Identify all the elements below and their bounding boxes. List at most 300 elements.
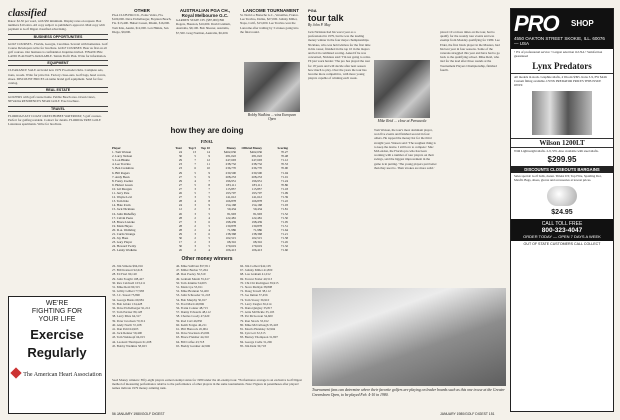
classified-section-body: FLORIDA EAST COAST OKEECHOBEE WATERWAY, 5 golf courses. Perfect for golfing resident. Contact for details. FLORIDA TREE GOLF. Luxurious apartments. Write for brochure. <box>8 113 102 127</box>
table-cell: 7 <box>208 191 210 196</box>
table-cell: 7. Andy Bean <box>112 174 130 179</box>
table-cell: 183,111 <box>225 182 236 187</box>
table-cell: 3 <box>194 219 196 224</box>
list-item: 27. Bill Kratzert 92,618 <box>112 268 143 273</box>
pga-text-col1: Jack Nicklaus had his worst year as a professional in 1979, but he was the leading money winner in the four major championships. Nicklaus, who was held winless for the first time in his career, finished in the top 10 in the majors and led in combined scoring. Asked if he was concerned, Nicklaus said: 'I'm not going to retire. I'll just work harder.' The pro has played the tour for 18 years and will decide after next season how much to play. Over the years the tour has become more competitive, with more young players capable of winning each week. <box>308 30 371 81</box>
table-cell: 4. Lee Trevino <box>112 162 131 167</box>
table-cell: 9 <box>208 154 210 159</box>
table-cell: 28 <box>178 223 182 228</box>
table-cell: 102,515 <box>225 236 236 241</box>
mike-reid-photo <box>374 60 430 118</box>
table-cell: 4 <box>208 227 210 232</box>
table-cell: 130,878 <box>225 223 236 228</box>
list-item: 70. Chi Chi Rodriguez 39,915 <box>240 280 279 285</box>
table-cell: 166,878 <box>251 199 262 204</box>
list-item: 53. John Schroeder 51,218 <box>176 293 211 298</box>
table-cell: 238,732 <box>251 162 262 167</box>
table-cell: 115,857 <box>251 186 262 191</box>
table-cell: 2 <box>194 236 196 241</box>
ad-line2: FIGHTING FOR <box>31 308 83 315</box>
footer-right: JANUARY 1980/GOLF DIGEST 151 <box>440 412 495 416</box>
table-cell: 122,481 <box>251 215 262 220</box>
list-item: 59. Rod Curl 46,830 <box>176 318 203 323</box>
table-cell: 71.09 <box>280 191 288 196</box>
list-item: 26. Jim Simons $94,016 <box>112 264 143 268</box>
table-cell: 230,500 <box>225 170 236 175</box>
call-label: CALL TOLL FREE <box>541 220 583 227</box>
table-cell: 15. Jack Nicklaus <box>112 207 135 212</box>
table-cell: 6 <box>194 166 196 171</box>
list-item: 73. Joe Inman 37,456 <box>240 293 268 298</box>
table-cell: 71.58 <box>280 236 288 241</box>
other-money-table <box>112 264 302 374</box>
table-cell: 71.03 <box>280 203 288 208</box>
table-cell: 5 <box>194 170 196 175</box>
table-cell: 71.81 <box>280 207 288 212</box>
list-item: 28. Ed Fiori 90,120 <box>112 272 137 277</box>
table-cell: 5 <box>194 191 196 196</box>
classified-section-heading: TRAVEL <box>8 106 108 112</box>
discount-banner: DISCOUNTS CLOSEOUTS BARGAINS <box>511 166 613 173</box>
table-cell: 14 <box>206 150 210 155</box>
table-cell: 71.18 <box>280 186 288 191</box>
table-cell: 6 <box>208 219 210 224</box>
table-cell: 208,253 <box>251 174 262 179</box>
classified-section-body: GOLFERS with golf course home. Pebble Beach area. Ocean views, NEVADA RESIDENCES NEAR GOLF. Free brochure. <box>8 95 96 104</box>
list-item: 56. Frank Conner 48,715 <box>176 306 208 311</box>
table-cell: 236,770 <box>225 166 236 171</box>
standings-table <box>112 146 302 252</box>
table-cell: 281,022 <box>225 154 236 159</box>
table-cell: 21. Curtis Strange <box>112 231 136 236</box>
table-cell: 5. Ben Crenshaw <box>112 166 134 171</box>
table-cell: 28 <box>178 215 182 220</box>
out-of-state-note: OUT OF STATE CUSTOMERS CALL COLLECT <box>523 241 601 246</box>
list-item: 61. Phil Hancock 45,904 <box>176 327 208 332</box>
table-cell: 5 <box>208 195 210 200</box>
pga-headline: tour talk <box>308 13 344 23</box>
table-cell: 4 <box>194 199 196 204</box>
shop-bullets: • 9% of professional service • Largest selection in USA • Satisfaction guaranteed <box>514 50 603 59</box>
table-cell: 30 <box>178 244 182 249</box>
wilson-text: With Lightweight shafts. 2-9, SW. Also available with steel shafts. <box>514 149 599 154</box>
wilson-heading: Wilson 1200LT <box>511 138 613 148</box>
table-cell: 71.50 <box>280 215 288 220</box>
list-item: 74. Tom Storey 36,910 <box>240 297 270 302</box>
bobby-wadkins-photo <box>244 62 300 112</box>
table-cell: 4 <box>194 178 196 183</box>
table-cell: 29 <box>178 178 182 183</box>
table-cell: 2. Larry Nelson <box>112 154 133 159</box>
list-item: 81. Morris Hatalsky 32,904 <box>240 327 276 332</box>
golf-club-image <box>532 91 592 135</box>
list-item: 65. Buddy Gardner 42,906 <box>176 343 211 348</box>
table-cell: 179,619 <box>251 244 262 249</box>
leader-board-photo <box>312 288 506 386</box>
golf-balls-image <box>547 186 577 206</box>
table-cell: 2 <box>194 248 196 253</box>
table-cell: 3 <box>208 240 210 245</box>
table-cell: 183,111 <box>251 182 262 187</box>
list-item: 76. Dana Quigley 35,817 <box>240 306 273 311</box>
list-item: 80. Mike McCullough 33,418 <box>240 322 278 327</box>
table-cell: 26 <box>178 211 182 216</box>
other-money-title: Other money winners <box>181 256 233 262</box>
table-cell: 236,770 <box>251 166 262 171</box>
table-cell: 70.53 <box>280 162 288 167</box>
list-item: 39. Peter Jacobsen 70,312 <box>112 318 146 323</box>
table-cell: 141,612 <box>251 195 262 200</box>
table-cell: 23 <box>178 166 182 171</box>
list-item: 43. Tom Weiskopf 64,015 <box>112 335 145 340</box>
classified-section-body: GOLF COURSES - Florida, Georgia, Carolinas. Several with homesites. Golf Course Developers write for brochure. GOLF COURSES: Hear us first on all golf courses. Our business is confidential. Inquiries invited. FINANCING: LAND IS ALWAYS AVAILABLE. Tennis Profit Plan. Write for information. <box>8 41 108 59</box>
pro-shop-ad <box>510 8 614 412</box>
list-item: 72. Doug Tewell 38,112 <box>240 289 271 294</box>
list-item: 78. Pat McGowan 34,600 <box>240 314 273 319</box>
list-item: 60. Keith Fergus 46,211 <box>176 322 207 327</box>
table-cell: 106,413 <box>225 248 236 253</box>
table-cell: 29 <box>178 170 182 175</box>
ad-line1: WE'RE <box>45 300 69 307</box>
list-item: 47. Miller Barber 57,204 <box>176 268 208 273</box>
table-cell: 102,515 <box>251 236 262 241</box>
table-cell: 71.22 <box>280 199 288 204</box>
table-cell: 71.32 <box>280 244 288 249</box>
classified-section-body: CLEARANCE SALE on brand new 1979 Pro-model clubs. Complete sets, irons, woods. Write for price list. Factory close-outs. Golf bags, head covers, shoes. DISCOUNT PRICES on name brand golf equipment. Send for free catalog. <box>8 68 106 86</box>
standings-header-cell: Player <box>112 146 121 150</box>
table-cell: 59,434 <box>253 207 262 212</box>
table-cell: 28 <box>178 227 182 232</box>
table-cell: 1. Tom Watson <box>112 150 132 155</box>
table-cell: 196,951 <box>251 178 262 183</box>
table-cell: 3. Lon Hinkle <box>112 158 130 163</box>
list-item: 29. John Fought 108,427 <box>112 276 144 281</box>
table-cell: 8. Fuzzy Zoeller <box>112 178 133 183</box>
table-cell: 81,993 <box>253 211 262 216</box>
table-cell: 70.86 <box>280 182 288 187</box>
table-cell: 3 <box>194 244 196 249</box>
list-item: 77. Artie McNickle 35,103 <box>240 310 275 315</box>
order-today: ORDER TODAY — OPEN 7 DAYS A WEEK <box>523 233 601 239</box>
other-results <box>112 8 172 108</box>
table-cell: 6 <box>208 231 210 236</box>
lancome-title: LANCOME TOURNAMENT <box>243 8 299 13</box>
table-cell: 166,878 <box>225 199 236 204</box>
table-cell: 71.12 <box>280 158 288 163</box>
table-cell: 5 <box>208 223 210 228</box>
australian-body: GARDEN STATE CH. ($87,000) Bill Rogers, Houston, $16,000. David Graham, Australia, $9,100. Bob Shearer, Australia, $7,500. Greg Norman, Australia, $6,200. <box>176 18 231 35</box>
photo-caption: Bobby Wadkins ... wins European Open <box>247 113 297 121</box>
final-label: FINAL <box>200 139 214 144</box>
heart-icon <box>11 367 22 378</box>
pga-kicker: PGA <box>308 8 317 13</box>
table-cell: 27 <box>178 219 182 224</box>
table-cell: 281,022 <box>251 154 262 159</box>
table-cell: 71.52 <box>280 211 288 216</box>
table-cell: 12. Wayne Levi <box>112 195 133 200</box>
table-cell: 2 <box>194 215 196 220</box>
other-body: PGA CLUB PRO Ch., Ponte Vedra, Fla. $100,000. Dave Eichelberger, Boynton Beach, Fla. $13,400. Hubert Green, Miami, $16,000. Tom Kite, Austin, $12,000. Lon Hinkle, San Diego, $9,000. <box>112 13 172 34</box>
list-item: 85. Jim Dent 30,718 <box>240 343 266 348</box>
list-item: 84. George Cadle 31,206 <box>240 339 272 344</box>
table-cell: 7 <box>194 158 196 163</box>
table-cell: 138,368 <box>251 231 262 236</box>
table-cell: 7 <box>208 186 210 191</box>
wilson-price: $299.95 <box>547 154 577 164</box>
table-cell: 70.48 <box>280 154 288 159</box>
list-item: 35. Bob Gilder 134,428 <box>112 301 143 306</box>
list-item: 40. Andy North 72,108 <box>112 322 142 327</box>
list-item: 57. Danny Edwards 48,112 <box>176 310 211 315</box>
table-cell: 71.24 <box>280 178 288 183</box>
ad-exercise: Exercise <box>30 327 84 342</box>
ad-regularly: Regularly <box>27 345 87 360</box>
standings-title: how they are doing <box>170 126 244 135</box>
table-cell: $462,636 <box>250 150 262 155</box>
table-cell: 5 <box>208 211 210 216</box>
table-cell: 154,168 <box>225 203 236 208</box>
heart-association-ad <box>8 296 106 414</box>
table-cell: 71.51 <box>280 223 288 228</box>
pro-logo: PRO <box>514 11 559 36</box>
leader-board-caption: Tournament fans can determine where their favorite golfers are playing on leader boards such as this one in use at the Greater Greensboro Open, to be played Feb. 4-10 in 1980. <box>312 388 505 397</box>
table-cell: 238,732 <box>225 162 236 167</box>
table-cell: 9 <box>208 174 210 179</box>
footer-left: 56 JANUARY 1980/GOLF DIGEST <box>112 412 165 416</box>
table-cell: 29 <box>178 158 182 163</box>
table-cell: 27 <box>178 182 182 187</box>
table-cell: 2 <box>194 227 196 232</box>
table-cell: 18. Bruce Lietzke <box>112 219 135 224</box>
table-cell: 13. Tom Kite <box>112 199 129 204</box>
list-item: 45. Bobby Wadkins 58,923 <box>112 343 147 348</box>
table-cell: 4 <box>208 248 210 253</box>
standings-header-cell: Tour <box>175 146 182 150</box>
table-cell: 7 <box>194 162 196 167</box>
table-cell: 3 <box>194 186 196 191</box>
list-item: 55. Fred Marti 49,806 <box>176 301 205 306</box>
table-cell: 24. Howard Twitty <box>112 244 137 249</box>
table-cell: 29 <box>178 231 182 236</box>
lancome-body: St. Nom La Breteche G.C., Versailles, France. Lee Trevino, Dallas, $27,000. Johnny Miller, Napa, Calif., $15,000. Lee Trevino won the Lancome after trailing by 3 strokes going into the final round. <box>240 13 299 34</box>
table-cell: 23. Gary Player <box>112 240 133 245</box>
table-cell: 30 <box>178 236 182 241</box>
table-cell: 71,986 <box>227 227 236 232</box>
table-cell: 17. Calvin Peete <box>112 215 133 220</box>
table-cell: 19. Mark Hayes <box>112 223 133 228</box>
list-item: 42. Jack Renner 59,400 <box>112 331 143 336</box>
standings-notes: Seed Money winners: Fifty-eight players earned exempt status for 1980 under the all-exempt tour. *Performance average is an exclusive Golf Digest method of measuring performance relative to the performance of other players in the same tournaments. Note: Figures in parentheses after players' names indicate 1979 money-winning rank. <box>112 378 302 391</box>
table-cell: $462,636 <box>224 150 236 155</box>
table-cell: 71.45 <box>280 240 288 245</box>
table-cell: 70.90 <box>280 166 288 171</box>
list-item: 38. Larry Mize 64,317 <box>112 314 141 319</box>
list-item: 41. Dan Pohl 64,903 <box>112 327 139 332</box>
table-cell: 115,857 <box>225 186 236 191</box>
list-item: 34. George Burns 69,981 <box>112 297 145 302</box>
pga-byline: By John P. May <box>308 23 331 27</box>
list-item: 58. Charles Coody 47,620 <box>176 314 210 319</box>
phone-number: 800-323-4047 <box>541 226 583 234</box>
table-cell: 247,693 <box>251 158 262 163</box>
australian-results <box>176 8 234 108</box>
table-cell: 11. Jerry Pate <box>112 191 130 196</box>
table-cell: 25. Lanny Wadkins <box>112 248 137 253</box>
list-item: 37. Tom Purtzer 80,128 <box>112 310 143 315</box>
list-item: 51. Mark Lye 53,911 <box>176 285 203 290</box>
classified-section-heading: BUSINESS OPPORTUNITIES <box>8 34 108 40</box>
table-cell: 208,253 <box>225 174 236 179</box>
classified-title: classified <box>8 8 47 19</box>
table-cell: 26 <box>178 248 182 253</box>
table-cell: 230,500 <box>251 170 262 175</box>
list-item: 68. Lou Graham 41,012 <box>240 272 271 277</box>
table-cell: 9. Hubert Green <box>112 182 133 187</box>
list-item: 50. Tom Jenkins 54,003 <box>176 280 207 285</box>
table-cell: 27 <box>178 195 182 200</box>
list-item: 62. Dave Stockton 45,006 <box>176 331 210 336</box>
call-toll-free-box <box>511 219 613 241</box>
list-item: 83. Barney Thompson 31,807 <box>240 335 278 340</box>
table-cell: 26 <box>178 191 182 196</box>
standings-header-cell: Money <box>226 146 236 150</box>
table-cell: 11 <box>206 162 210 167</box>
table-cell: 68,316 <box>227 240 236 245</box>
table-cell: 71.21 <box>280 231 288 236</box>
standings-header-cell: Scoring <box>277 146 288 150</box>
table-cell: 10. Gil Morgan <box>112 186 132 191</box>
list-item: 30. Rex Caldwell 103,211 <box>112 280 146 285</box>
lynx-heading: Lynx Predators <box>511 59 613 74</box>
list-item: 64. Bill Calfee 43,718 <box>176 339 205 344</box>
table-cell: 71.01 <box>280 174 288 179</box>
other-money-col <box>240 264 301 374</box>
table-cell: 27 <box>178 186 182 191</box>
list-item: 44. Leonard Thompson 61,208 <box>112 339 152 344</box>
table-cell: 5 <box>194 154 196 159</box>
table-cell: 24 <box>178 203 182 208</box>
table-cell: 68,316 <box>253 240 262 245</box>
table-cell: 198,439 <box>225 219 236 224</box>
table-cell: 198,439 <box>251 219 262 224</box>
table-cell: 106,413 <box>251 248 262 253</box>
list-item: 54. Bob Murphy 50,917 <box>176 297 207 302</box>
lynx-text: All models in stock. Graphite shafts, 4 Woods $395. Irons 3-9, PW $440. Custom fitting available. LYNX PREDATOR PRICES THIS ISSUE ONLY. <box>514 75 608 88</box>
table-cell: 8 <box>208 199 210 204</box>
table-cell: 81,993 <box>227 211 236 216</box>
table-cell: 24 <box>178 150 182 155</box>
table-cell: 13 <box>192 150 196 155</box>
table-cell: 28 <box>178 199 182 204</box>
list-item: 36. Dave Eichelberger 91,212 <box>112 306 151 311</box>
ad-line3: YOUR LIFE <box>38 316 76 323</box>
list-item: 71. Steve Melnyk 38,808 <box>240 285 273 290</box>
other-money-col <box>112 264 173 374</box>
table-cell: 71,986 <box>253 227 262 232</box>
australian-title: AUSTRALIAN PGA CH., Royal Melbourne G.C. <box>179 8 231 18</box>
table-cell: 5 <box>208 244 210 249</box>
table-cell: 71.39 <box>280 195 288 200</box>
table-cell: 17 <box>178 240 182 245</box>
other-title: OTHER <box>134 8 150 13</box>
table-cell: 141,612 <box>225 195 236 200</box>
table-cell: 71.04 <box>280 170 288 175</box>
table-cell: 9 <box>208 203 210 208</box>
table-row <box>112 248 302 252</box>
table-cell: 5 <box>194 182 196 187</box>
lancome-results <box>240 8 302 68</box>
pga-text-col3: placed 10 or more times on the tour, had to qualify for the weekly tour events and was exempt from Monday qualifying for 1980. Lee Elder, the first black player in the Masters, had his best year in four seasons. Some of the veterans struggled this year and have had to go back to the qualifying school. Mike Reid, who tied for the lead after three rounds at the Tournament Players Championship, finished fourth. <box>440 30 500 72</box>
list-item: 75. Larry Ziegler 36,214 <box>240 301 272 306</box>
table-cell: 27 <box>178 174 182 179</box>
discount-text: Sales special: Golf balls, dozen. Titleist DT, Top Flite, Spalding Dot, Maxfli. Bags, shoes, gloves and accessories at lowest prices. <box>514 173 602 182</box>
table-cell: 2 <box>194 207 196 212</box>
table-cell: 5 <box>194 174 196 179</box>
table-cell: 71.64 <box>280 227 288 232</box>
table-cell: 12 <box>178 207 182 212</box>
table-cell: 3 <box>194 203 196 208</box>
table-cell: 2 <box>194 240 196 245</box>
mike-reid-caption: Mike Reid ... close at Pensacola <box>377 119 427 123</box>
other-money-col <box>176 264 237 374</box>
table-cell: 130,878 <box>251 223 262 228</box>
classified-section-heading: REAL ESTATE <box>8 87 108 93</box>
table-cell: 22. Jay Haas <box>112 236 129 241</box>
list-item: 32. Gibby Gilbert 77,983 <box>112 289 145 294</box>
table-cell: 4 <box>208 215 210 220</box>
classified-section-heading: EQUIPMENT <box>8 60 108 66</box>
table-cell: 71.05 <box>280 219 288 224</box>
standings-header-cell: Top 5 <box>188 146 196 150</box>
table-cell: 8 <box>208 182 210 187</box>
pga-text-col2: Tom Watson, the tour's most dominant player, won five events and finished second in four others. He topped the money list for the third straight year. Watson said: 'The toughest thing is to keep the desire. I still love to compete.' Mac McLendon, the Florida pro who has been working with a number of tour players on their swings, said the biggest improvement in the game is in putting. 'The young players putt better than they used to. Their strokes are more solid.' <box>374 128 437 170</box>
list-item: 82. Lyn Lott 32,315 <box>240 331 266 336</box>
list-item: 31. Mike Reid 90,315 <box>112 285 140 290</box>
table-cell: 5 <box>208 236 210 241</box>
pro-shop-header <box>511 9 613 49</box>
table-cell: 193,707 <box>225 191 236 196</box>
table-cell: 138,368 <box>225 231 236 236</box>
table-cell: 71.60 <box>280 248 288 253</box>
list-item: 79. Ron Streck 33,912 <box>240 318 269 323</box>
table-cell: 154,168 <box>251 203 262 208</box>
table-cell: 20. D.A. Weibring <box>112 227 136 232</box>
list-item: 33. J.C. Snead 75,890 <box>112 293 140 298</box>
table-cell: 10 <box>206 166 210 171</box>
table-cell: 14. Hale Irwin <box>112 203 131 208</box>
table-cell: 3 <box>208 207 210 212</box>
table-cell: 2 <box>194 223 196 228</box>
list-item: 46. Mike Sullivan $57,811 <box>176 264 210 268</box>
table-cell: 3 <box>194 195 196 200</box>
table-cell: 122,481 <box>225 215 236 220</box>
table-cell: 3 <box>194 231 196 236</box>
list-item: 48. Don Pooley 56,319 <box>176 272 206 277</box>
table-cell: 59,434 <box>227 207 236 212</box>
list-item: 69. Forrest Fezler 40,513 <box>240 276 273 281</box>
table-cell: 16. John Mahaffey <box>112 211 136 216</box>
table-cell: 30 <box>178 154 182 159</box>
table-cell: 12 <box>206 158 210 163</box>
table-cell: 7 <box>208 178 210 183</box>
table-cell: 179,619 <box>225 244 236 249</box>
table-cell: 23 <box>178 162 182 167</box>
table-cell: 3 <box>194 211 196 216</box>
table-cell: 9 <box>208 170 210 175</box>
list-item: 63. Bruce Fleisher 44,310 <box>176 335 210 340</box>
list-item: 49. Graham Marsh 55,617 <box>176 276 210 281</box>
table-cell: 196,951 <box>225 178 236 183</box>
